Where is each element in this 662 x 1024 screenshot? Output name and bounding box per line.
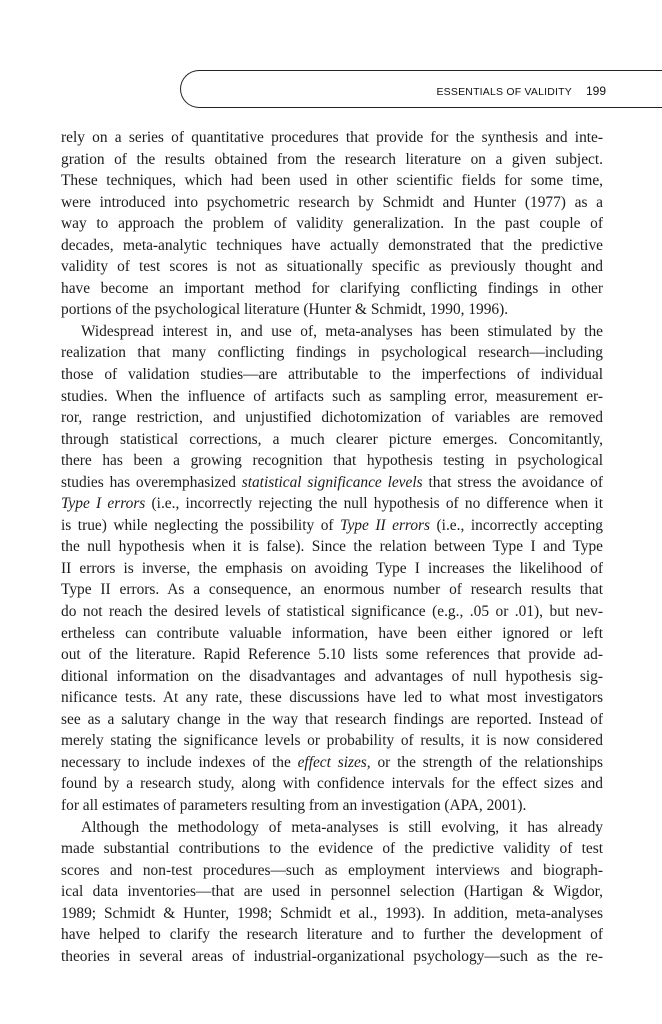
text-run: those of validation studies—are attributable to the imperfections of individual [61, 366, 603, 384]
text-line [61, 817, 603, 839]
text-line [61, 730, 603, 752]
text-line [61, 192, 603, 214]
italic-term: statistical significance levels [241, 473, 423, 491]
text-run: scores and non-test procedures—such as employment interviews and biograph- [61, 861, 603, 879]
text-run: way to approach the problem of validity generalization. In the past couple of [61, 215, 603, 233]
running-head [380, 84, 606, 98]
text-run: realization that many conflicting findings in psychological research—including [61, 344, 603, 362]
page-number: 199 [585, 84, 606, 98]
text-run: validity of test scores is not as situationally specific as previously thought and [61, 258, 603, 276]
text-line [61, 170, 603, 192]
text-line [61, 903, 603, 925]
text-line [61, 472, 603, 494]
text-run: Although the methodology of meta-analyses is still evolving, it has already [81, 818, 603, 836]
text-run: studies. When the influence of artifacts such as sampling error, measurement er- [61, 387, 603, 405]
text-run: These techniques, which had been used in other scientific fields for some time, [61, 172, 603, 190]
text-run: theories in several areas of industrial-organizational psychology—such as the re- [61, 947, 603, 965]
text-line [61, 342, 603, 364]
text-run: that stress the avoidance of [422, 473, 603, 491]
text-line [61, 795, 603, 817]
text-run: nificance tests. At any rate, these discussions have led to what most investigators [61, 689, 603, 707]
text-line [61, 127, 603, 149]
text-run: is true) while neglecting the possibility of [61, 516, 341, 534]
text-line [61, 536, 603, 558]
text-run: for all estimates of parameters resulting from an investigation (APA, 2001). [61, 796, 527, 814]
italic-term: Type I errors [61, 495, 146, 513]
text-run: Type II errors. As a consequence, an enormous number of research results that [61, 581, 603, 599]
text-run: ror, range restriction, and unjustified dichotomization of variables are removed [61, 409, 603, 427]
text-line [61, 386, 603, 408]
text-line [61, 579, 603, 601]
text-run: rely on a series of quantitative procedures that provide for the synthesis and inte- [61, 129, 603, 146]
text-run: ditional information on the disadvantages and advantages of null hypothesis sig- [61, 667, 603, 685]
text-run: have become an important method for clarifying conflicting findings in other [61, 279, 603, 297]
text-line [61, 666, 603, 688]
text-line [61, 515, 603, 537]
italic-term: Type II errors [340, 516, 431, 534]
text-run: II errors is inverse, the emphasis on avoiding Type I increases the likelihood of [61, 559, 603, 577]
text-line [61, 213, 603, 235]
text-line [61, 407, 603, 429]
text-run: (i.e., incorrectly accepting [430, 516, 603, 534]
text-line [61, 709, 603, 731]
text-line [61, 558, 603, 580]
text-line [61, 946, 603, 968]
text-line [61, 623, 603, 645]
text-run: Widespread interest in, and use of, meta-analyses has been stimulated by the [81, 322, 603, 340]
text-run: necessary to include indexes of the [61, 753, 298, 771]
text-line [61, 235, 603, 257]
text-run: ical data inventories—that are used in personnel selection (Hartigan & Wigdor, [61, 883, 603, 901]
text-run: decades, meta-analytic techniques have actually demonstrated that the predictive [61, 236, 603, 254]
text-line [61, 429, 603, 451]
text-run: out of the literature. Rapid Reference 5.10 lists some references that provide ad- [61, 646, 603, 664]
text-line [61, 644, 603, 666]
body-text [61, 127, 603, 967]
text-line [61, 450, 603, 472]
text-run: made substantial contributions to the evidence of the predictive validity of test [61, 840, 603, 858]
text-run: or the strength of the relationships [370, 753, 603, 771]
text-line [61, 687, 603, 709]
text-line [61, 299, 603, 321]
text-line [61, 752, 603, 774]
text-run: studies has overemphasized [61, 473, 242, 491]
text-run: do not reach the desired levels of statistical significance (e.g., .05 or .01), but nev- [61, 603, 603, 621]
text-line [61, 838, 603, 860]
text-line [61, 493, 603, 515]
text-line [61, 321, 603, 343]
text-run: gration of the results obtained from the research literature on a given subject. [61, 150, 603, 168]
text-run: (i.e., incorrectly rejecting the null hypothesis of no difference when it [145, 495, 603, 513]
text-run: found by a research study, along with confidence intervals for the effect sizes and [61, 775, 603, 793]
text-run: there has been a growing recognition that hypothesis testing in psychological [61, 452, 603, 470]
text-line [61, 601, 603, 623]
text-line [61, 924, 603, 946]
text-run: portions of the psychological literature (Hunter & Schmidt, 1990, 1996). [61, 301, 509, 319]
text-run: the null hypothesis when it is false). Since the relation between Type I and Type [61, 538, 603, 556]
text-line [61, 256, 603, 278]
italic-term: effect sizes, [297, 753, 371, 771]
text-run: were introduced into psychometric research by Schmidt and Hunter (1977) as a [61, 193, 603, 211]
text-line [61, 881, 603, 903]
text-line [61, 149, 603, 171]
text-run: ertheless can contribute valuable information, have been either ignored or left [61, 624, 603, 642]
text-run: through statistical corrections, a much clearer picture emerges. Concomitantly, [61, 430, 603, 448]
text-run: have helped to clarify the research literature and to further the development of [61, 926, 603, 944]
text-run: see as a salutary change in the way that research findings are reported. Instead of [61, 710, 603, 728]
text-run: merely stating the significance levels or probability of results, it is now considered [61, 732, 603, 750]
text-line [61, 860, 603, 882]
text-line [61, 773, 603, 795]
running-title: ESSENTIALS OF VALIDITY [436, 86, 572, 98]
text-line [61, 278, 603, 300]
text-run: 1989; Schmidt & Hunter, 1998; Schmidt et al., 1993). In addition, meta-analyses [61, 904, 603, 922]
text-line [61, 364, 603, 386]
